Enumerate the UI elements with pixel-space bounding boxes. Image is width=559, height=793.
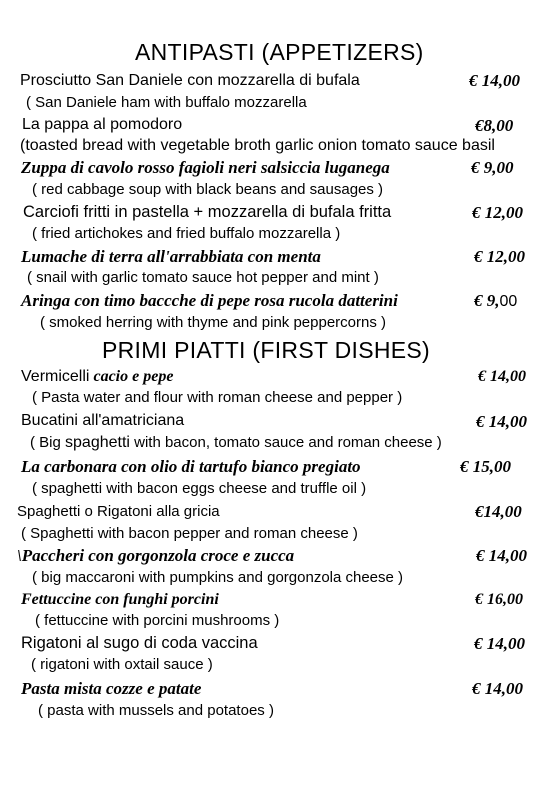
primo-name-italic: cacio e pepe <box>93 368 174 385</box>
primo-description: ( rigatoni with oxtail sauce ) <box>31 656 213 673</box>
antipasto-description: ( San Daniele ham with buffalo mozzarella <box>26 94 307 111</box>
antipasto-description: (toasted bread with vegetable broth garlic onion tomato sauce basil <box>20 137 495 154</box>
primo-name: \Paccheri con gorgonzola croce e zucca <box>17 546 295 565</box>
desc-part-emphasis: spaghetti <box>65 434 130 451</box>
primo-description: ( spaghetti with bacon eggs cheese and truffle oil ) <box>32 480 367 497</box>
primo-name: Fettuccine con funghi porcini <box>21 591 219 608</box>
primo-name <box>21 368 173 386</box>
primo-price: € 15,00 <box>460 457 511 476</box>
antipasto-name: La pappa al pomodoro <box>22 116 183 133</box>
primo-price: € 14,00 <box>476 412 527 431</box>
primo-name: Rigatoni al sugo di coda vaccina <box>21 634 258 652</box>
price-euro-part: € 9, <box>474 291 500 310</box>
antipasto-price: € 12,00 <box>474 247 525 266</box>
antipasto-name: Carciofi fritti in pastella + mozzarella di bufala fritta <box>23 203 392 221</box>
antipasto-description: ( snail with garlic tomato sauce hot pepper and mint ) <box>27 269 379 286</box>
primo-name: Pasta mista cozze e patate <box>21 679 202 698</box>
primo-price: € 14,00 <box>478 368 526 385</box>
primo-description: ( pasta with mussels and potatoes ) <box>38 702 274 719</box>
antipasto-name: Aringa con timo baccche di pepe rosa rucola datterini <box>21 291 398 310</box>
primo-name: Spaghetti o Rigatoni alla gricia <box>17 503 220 520</box>
antipasto-description: ( red cabbage soup with black beans and sausages ) <box>32 181 384 198</box>
desc-part: with bacon, tomato sauce and roman cheese ) <box>129 434 442 451</box>
antipasto-name: Lumache di terra all'arrabbiata con menta <box>21 247 321 266</box>
primo-description: ( big maccaroni with pumpkins and gorgonzola cheese ) <box>32 569 404 586</box>
primo-name-plain: Vermicelli <box>21 368 90 385</box>
primo-price: € 16,00 <box>475 591 523 608</box>
primo-price: € 14,00 <box>474 634 525 653</box>
primi-heading: PRIMI PIATTI (FIRST DISHES) <box>102 337 430 363</box>
primo-description: ( Pasta water and flour with roman cheese and pepper ) <box>32 389 403 406</box>
antipasto-price: € 12,00 <box>472 203 523 222</box>
antipasto-price: € 14,00 <box>469 71 520 90</box>
antipasti-heading: ANTIPASTI (APPETIZERS) <box>135 39 424 65</box>
primo-name: La carbonara con olio di tartufo bianco pregiato <box>21 457 361 476</box>
primo-description: ( fettuccine with porcini mushrooms ) <box>35 612 280 629</box>
primo-name: Bucatini all'amatriciana <box>21 412 185 429</box>
antipasto-description: ( fried artichokes and fried buffalo mozzarella ) <box>32 225 341 242</box>
antipasto-price <box>474 291 517 311</box>
primo-price: € 14,00 <box>476 546 527 565</box>
antipasto-price: € 9,00 <box>471 158 514 177</box>
primo-price: €14,00 <box>475 502 522 521</box>
antipasto-name: Zuppa di cavolo rosso fagioli neri salsiccia luganega <box>21 158 390 177</box>
primo-price: € 14,00 <box>472 679 523 698</box>
price-cents-part: 00 <box>499 293 518 310</box>
desc-part: ( Big <box>30 434 66 451</box>
antipasto-name: Prosciutto San Daniele con mozzarella di bufala <box>20 72 360 89</box>
primo-description <box>30 434 442 452</box>
primo-description: ( Spaghetti with bacon pepper and roman cheese ) <box>21 525 358 542</box>
antipasto-price: €8,00 <box>475 116 514 135</box>
antipasto-description: ( smoked herring with thyme and pink peppercorns ) <box>40 314 386 331</box>
